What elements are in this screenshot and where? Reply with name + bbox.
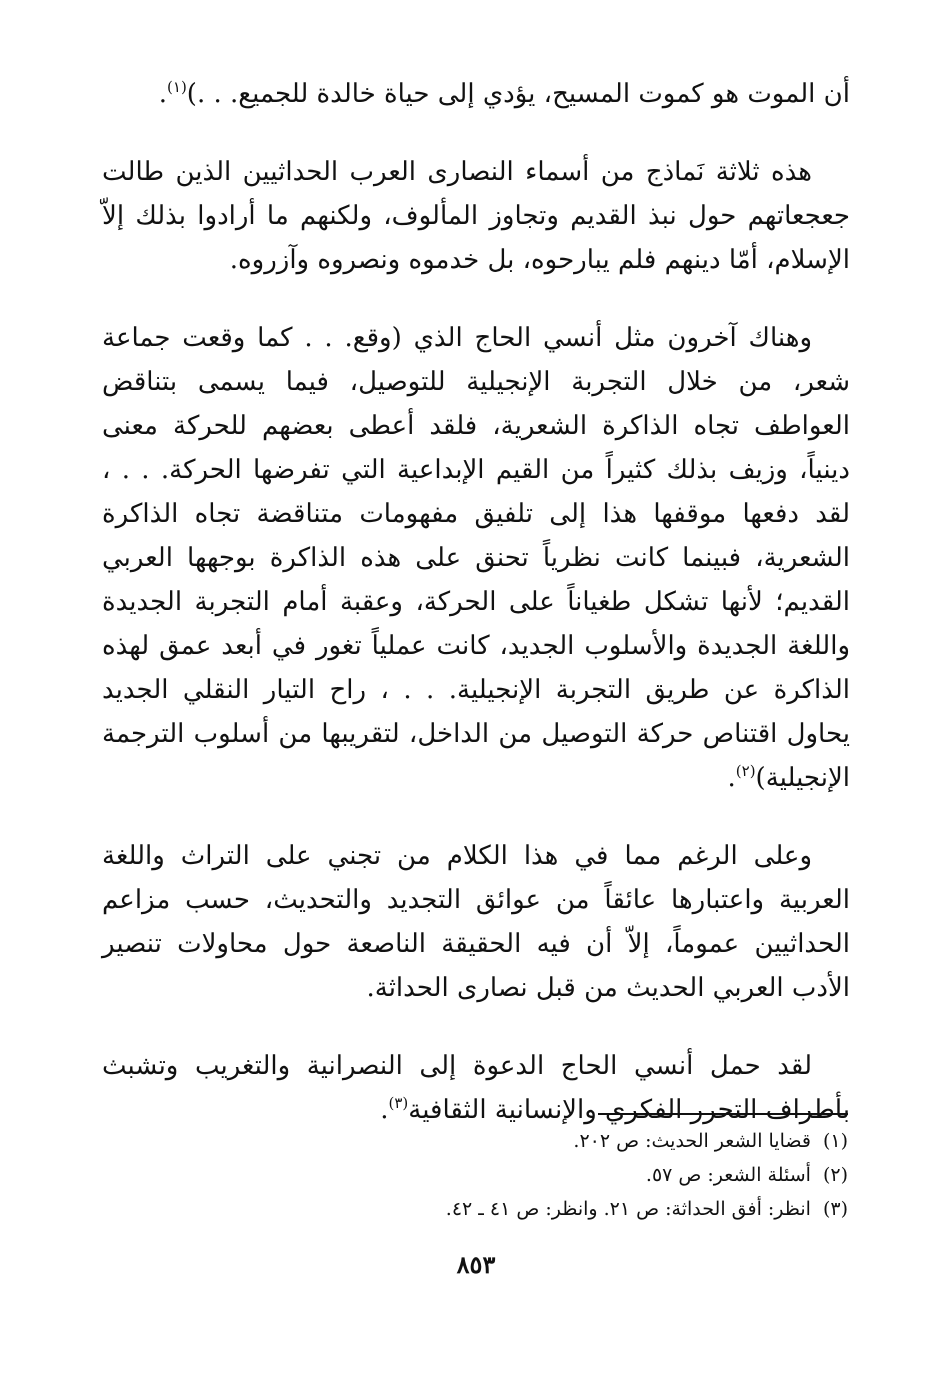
- paragraph-2: هذه ثلاثة نَماذج من أسماء النصارى العرب الحداثيين الذين طالت جعجعاتهم حول نبذ القديم وتجاوز المألوف، ولكنهم ما أرادوا بذلك إلاّ الإسلام، أمّا دينهم فلم يبارحوه، بل خدموه ونصروه وآزروه.: [102, 157, 850, 275]
- footnote-number: (٢): [822, 1164, 848, 1186]
- footnote-number: (١): [822, 1130, 848, 1152]
- paragraph-3-text: وهناك آخرون مثل أنسي الحاج الذي (وقع. . . كما وقعت جماعة شعر، من خلال التجربة الإنجيلية للتوصيل، فيما يسمى بتناقض العواطف تجاه الذاكرة الشعرية، فلقد أعطى بعضهم للحركة معنى دينياً، وزيف بذلك كثيراً من القيم الإبداعية التي تفرضها الحركة. . . ، لقد دفعها موقفها هذا إلى تلفيق مفهومات متناقضة تجاه الذاكرة الشعرية، فبينما كانت نظرياً تحنق على هذه الذاكرة بوجهها العربي القديم؛ لأنها تشكل طغياناً على الحركة، وعقبة أمام التجربة الجديدة واللغة الجديدة والأسلوب الجديد، كانت عملياً تغور في أبعد عمق لهذه الذاكرة عن طريق التجربة الإنجيلية. . . ، راح التيار النقلي الجديد يحاول اقتناص حركة التوصيل من الداخل، لتقريبها من أسلوب الترجمة الإنجيلية): [102, 323, 850, 793]
- footnote-ref-2[interactable]: (٢): [735, 762, 756, 780]
- page-number: ٨٥٣: [456, 1250, 496, 1279]
- paragraph-3-tail: .: [727, 763, 736, 793]
- footnote-ref-3[interactable]: (٣): [388, 1094, 409, 1112]
- paragraph-5-text: لقد حمل أنسي الحاج الدعوة إلى النصرانية والتغريب وتشبث بأطراف التحرر الفكري والإنسانية الثقافية: [102, 1051, 850, 1125]
- paragraph-1-text: أن الموت هو كموت المسيح، يؤدي إلى حياة خالدة للجميع. . .): [186, 79, 850, 109]
- paragraph-1-tail: .: [158, 79, 168, 109]
- paragraph-3: [102, 316, 850, 800]
- paragraph-4: وعلى الرغم مما في هذا الكلام من تجني على التراث واللغة العربية واعتبارها عائقاً من عوائق التجديد والتحديث، حسب مزاعم الحداثيين عموماً، إلاّ أن فيه الحقيقة الناصعة حول محاولات تنصير الأدب العربي الحديث من قبل نصارى الحداثة.: [102, 841, 850, 1003]
- footnotes: [100, 1124, 848, 1226]
- footnote-ref-1[interactable]: (١): [167, 78, 187, 96]
- footnote-text: أسئلة الشعر: ص ٥٧.: [645, 1164, 811, 1186]
- paragraph-5-tail: .: [380, 1095, 389, 1125]
- footnote-text: قضايا الشعر الحديث: ص ٢٠٢.: [573, 1130, 811, 1152]
- paragraph-5: [102, 1044, 850, 1132]
- footnote-2: [100, 1158, 848, 1192]
- footnote-divider: [598, 1113, 848, 1115]
- paragraph-1: [102, 72, 850, 116]
- footnote-1: [100, 1124, 848, 1158]
- body-text: [102, 72, 850, 1132]
- footnote-3: [100, 1192, 848, 1226]
- footnote-number: (٣): [822, 1198, 848, 1220]
- footnote-text: انظر: أفق الحداثة: ص ٢١. وانظر: ص ٤١ ـ ٤٢.: [445, 1198, 811, 1220]
